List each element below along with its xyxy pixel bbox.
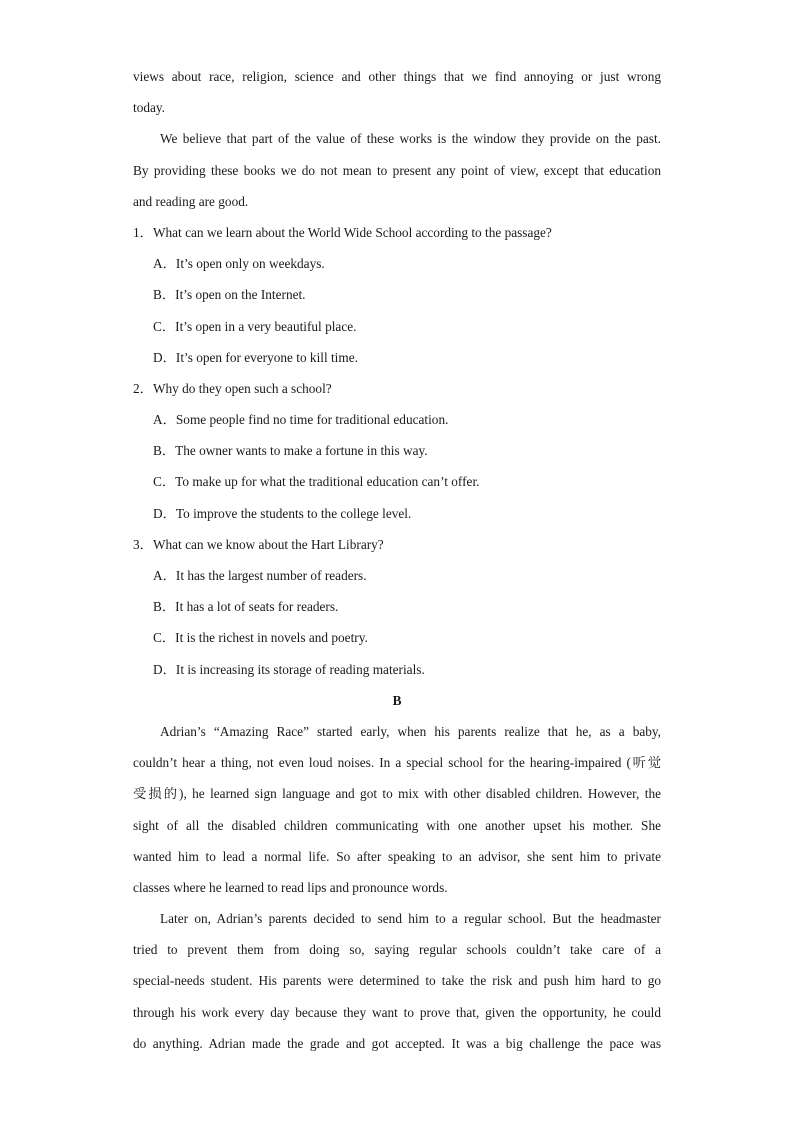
passage-a-paragraph xyxy=(133,61,661,123)
text-line: 受损的), he learned sign language and got to mix with other disabled children. However, the xyxy=(133,786,661,802)
text-line: do anything. Adrian made the grade and got accepted. It was a big challenge the pace was xyxy=(133,1035,661,1051)
option-b: B．It has a lot of seats for readers. xyxy=(153,599,339,615)
text-line: through his work every day because they want to prove that, given the opportunity, he could xyxy=(133,1004,661,1020)
document-page xyxy=(133,61,661,1059)
option-d: D．To improve the students to the college level. xyxy=(153,505,412,521)
question-stem: 1．What can we learn about the World Wide School according to the passage? xyxy=(133,224,552,240)
option-a: A．It has the largest number of readers. xyxy=(153,568,367,583)
option-c: C．To make up for what the traditional education can’t offer. xyxy=(153,474,480,490)
option-a: A．Some people find no time for traditional education. xyxy=(153,412,449,428)
text-line: classes where he learned to read lips and pronounce words. xyxy=(133,879,448,895)
text-line: Later on, Adrian’s parents decided to send him to a regular school. But the headmaster xyxy=(160,911,661,927)
option-c: C．It’s open in a very beautiful place. xyxy=(153,318,357,334)
question-3 xyxy=(133,529,661,685)
option-a: A．It’s open only on weekdays. xyxy=(153,256,325,272)
option-d: D．It’s open for everyone to kill time. xyxy=(153,349,358,365)
text-line: and reading are good. xyxy=(133,193,249,209)
option-b: B．It’s open on the Internet. xyxy=(153,287,306,303)
text-line: By providing these books we do not mean to present any point of view, except that education xyxy=(133,162,661,178)
text-line: We believe that part of the value of these works is the window they provide on the past. xyxy=(160,131,661,147)
passage-a-paragraph xyxy=(133,123,661,217)
passage-b-paragraph xyxy=(133,716,661,903)
option-b: B．The owner wants to make a fortune in this way. xyxy=(153,443,428,459)
option-c: C．It is the richest in novels and poetry. xyxy=(153,630,368,646)
option-d: D．It is increasing its storage of reading materials. xyxy=(153,661,425,677)
text-line: Adrian’s “Amazing Race” started early, when his parents realize that he, as a baby, xyxy=(160,723,661,739)
text-line: sight of all the disabled children communicating with one another upset his mother. She xyxy=(133,817,661,833)
text-line: tried to prevent them from doing so, saying regular schools couldn’t take care of a xyxy=(133,942,661,958)
question-stem: 2．Why do they open such a school? xyxy=(133,380,332,396)
question-stem: 3．What can we know about the Hart Library? xyxy=(133,536,384,552)
text-line: views about race, religion, science and other things that we find annoying or just wrong xyxy=(133,69,661,84)
text-line: wanted him to lead a normal life. So after speaking to an advisor, she sent him to private xyxy=(133,848,661,864)
question-1 xyxy=(133,217,661,373)
text-line: special-needs student. His parents were determined to take the risk and push him hard to go xyxy=(133,973,661,989)
text-line: today. xyxy=(133,100,166,116)
text-line: couldn’t hear a thing, not even loud noises. In a special school for the hearing-impaired (听觉 xyxy=(133,755,661,771)
section-heading: B xyxy=(392,692,402,708)
question-2 xyxy=(133,373,661,529)
passage-b-paragraph xyxy=(133,903,661,1059)
